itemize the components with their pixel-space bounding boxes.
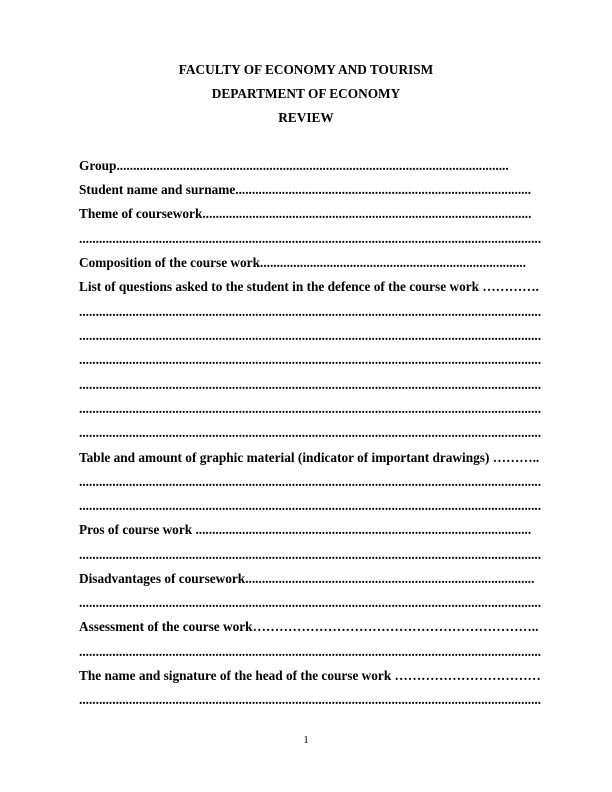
- blank-line: ...........................................................................................................................................: [79, 425, 542, 440]
- blank-line: ...........................................................................................................................................: [79, 474, 542, 489]
- blank-line: ...........................................................................................................................................: [79, 498, 542, 513]
- blank-line: ...........................................................................................................................................: [79, 304, 542, 319]
- head-signature-line: The name and signature of the head of the course work ……………………………: [79, 668, 541, 683]
- theme-line: Theme of coursework...................................................................................................: [79, 206, 532, 221]
- blank-line: ...........................................................................................................................................: [79, 692, 542, 707]
- blank-line: ...........................................................................................................................................: [79, 352, 542, 367]
- faculty-heading: FACULTY OF ECONOMY AND TOURISM: [178, 62, 434, 77]
- blank-line: ...........................................................................................................................................: [79, 547, 542, 562]
- page-number: 1: [303, 734, 309, 746]
- disadvantages-line: Disadvantages of coursework.......................................................................................: [79, 571, 535, 586]
- assessment-line: Assessment of the course work………………………………………………………..: [79, 619, 539, 634]
- blank-line: ...........................................................................................................................................: [79, 328, 542, 343]
- department-heading: DEPARTMENT OF ECONOMY: [211, 86, 401, 101]
- review-title: REVIEW: [278, 110, 334, 125]
- group-line: Group......................................................................................................................: [79, 158, 509, 173]
- graphic-material-line: Table and amount of graphic material (indicator of important drawings) ………..: [79, 450, 540, 465]
- student-name-line: Student name and surname.........................................................................................: [79, 182, 532, 197]
- composition-line: Composition of the course work................................................................................: [79, 255, 526, 270]
- questions-line: List of questions asked to the student in the defence of the course work ………….: [79, 279, 539, 294]
- blank-line: ...........................................................................................................................................: [79, 231, 542, 246]
- blank-line: ...........................................................................................................................................: [79, 595, 542, 610]
- pros-line: Pros of course work .....................................................................................................: [79, 522, 532, 537]
- blank-line: ...........................................................................................................................................: [79, 377, 542, 392]
- blank-line: ...........................................................................................................................................: [79, 401, 542, 416]
- blank-line: ...........................................................................................................................................: [79, 644, 542, 659]
